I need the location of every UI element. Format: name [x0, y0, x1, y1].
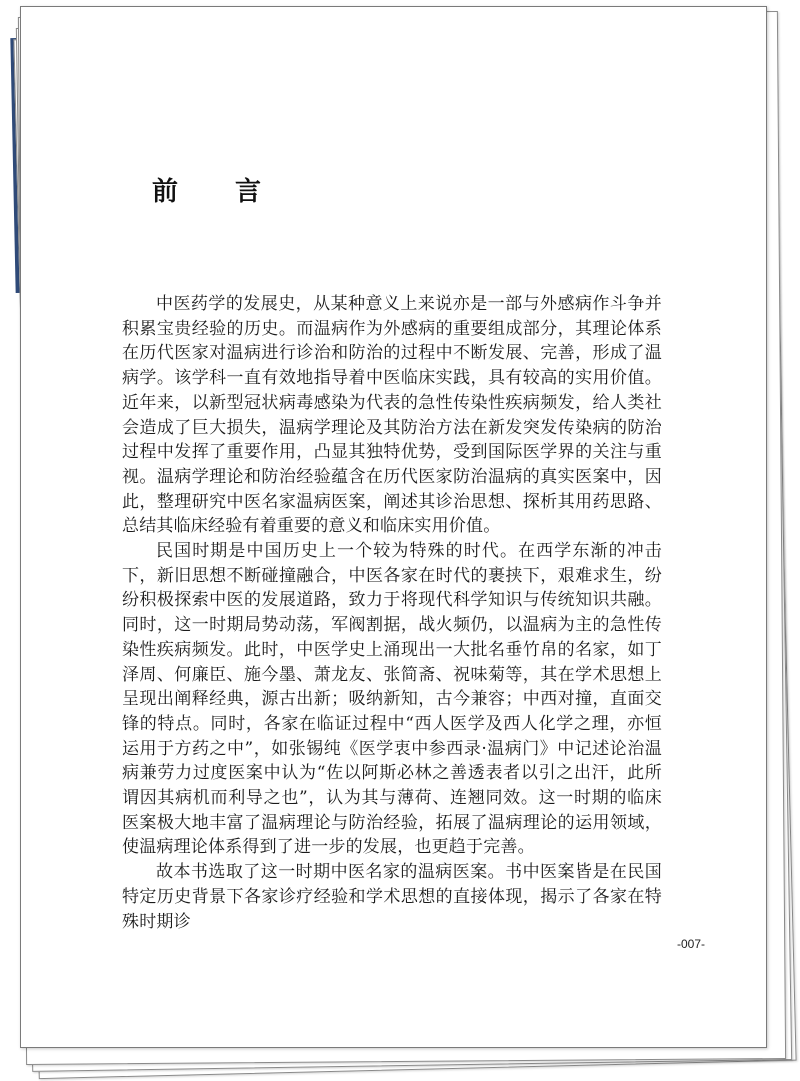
body-text [122, 292, 662, 934]
paragraph: 中医药学的发展史，从某种意义上来说亦是一部与外感病作斗争并积累宝贵经验的历史。而温病作为外感病的重要组成部分，其理论体系在历代医家对温病进行诊治和防治的过程中不断发展、完善，形成了温病学。该学科一直有效地指导着中医临床实践，具有较高的实用价值。近年来，以新型冠状病毒感染为代表的急性传染性疾病频发，给人类社会造成了巨大损失，温病学理论及其防治方法在新发突发传染病的防治过程中发挥了重要作用，凸显其独特优势，受到国际医学界的关注与重视。温病学理论和防治经验蕴含在历代医家防治温病的真实医案中，因此，整理研究中医名家温病医案，阐述其诊治思想、探析其用药思路、总结其临床经验有着重要的意义和临床实用价值。 [122, 294, 662, 537]
document-page [20, 6, 767, 1048]
page-number: -007- [677, 937, 706, 951]
paragraph: 故本书选取了这一时期中医名家的温病医案。书中医案皆是在民国特定历史背景下各家诊疗经验和学术思想的直接体现，揭示了各家在特殊时期诊 [122, 862, 662, 932]
paragraph: 民国时期是中国历史上一个较为特殊的时代。在西学东渐的冲击下，新旧思想不断碰撞融合，中医各家在时代的裹挟下，艰难求生，纷纷积极探索中医的发展道路，致力于将现代科学知识与传统知识共融。同时，这一时期局势动荡，军阀割据，战火频仍，以温病为主的急性传染性疾病频发。此时，中医学史上涌现出一大批名垂竹帛的名家，如丁泽周、何廉臣、施今墨、萧龙友、张简斋、祝味菊等，其在学术思想上呈现出阐释经典，源古出新；吸纳新知，古今兼容；中西对撞，直面交锋的特点。同时，各家在临证过程中“西人医学及西人化学之理，亦恒运用于方药之中”，如张锡纯《医学衷中参西录·温病门》中记述论治温病兼劳力过度医案中认为“佐以阿斯必林之善透表者以引之出汗，此所谓因其病机而利导之也”，认为其与薄荷、连翘同效。这一时期的临床医案极大地丰富了温病理论与防治经验，拓展了温病理论的运用领域，使温病理论体系得到了进一步的发展，也更趋于完善。 [122, 541, 662, 858]
page-title: 前 言 [152, 177, 286, 207]
